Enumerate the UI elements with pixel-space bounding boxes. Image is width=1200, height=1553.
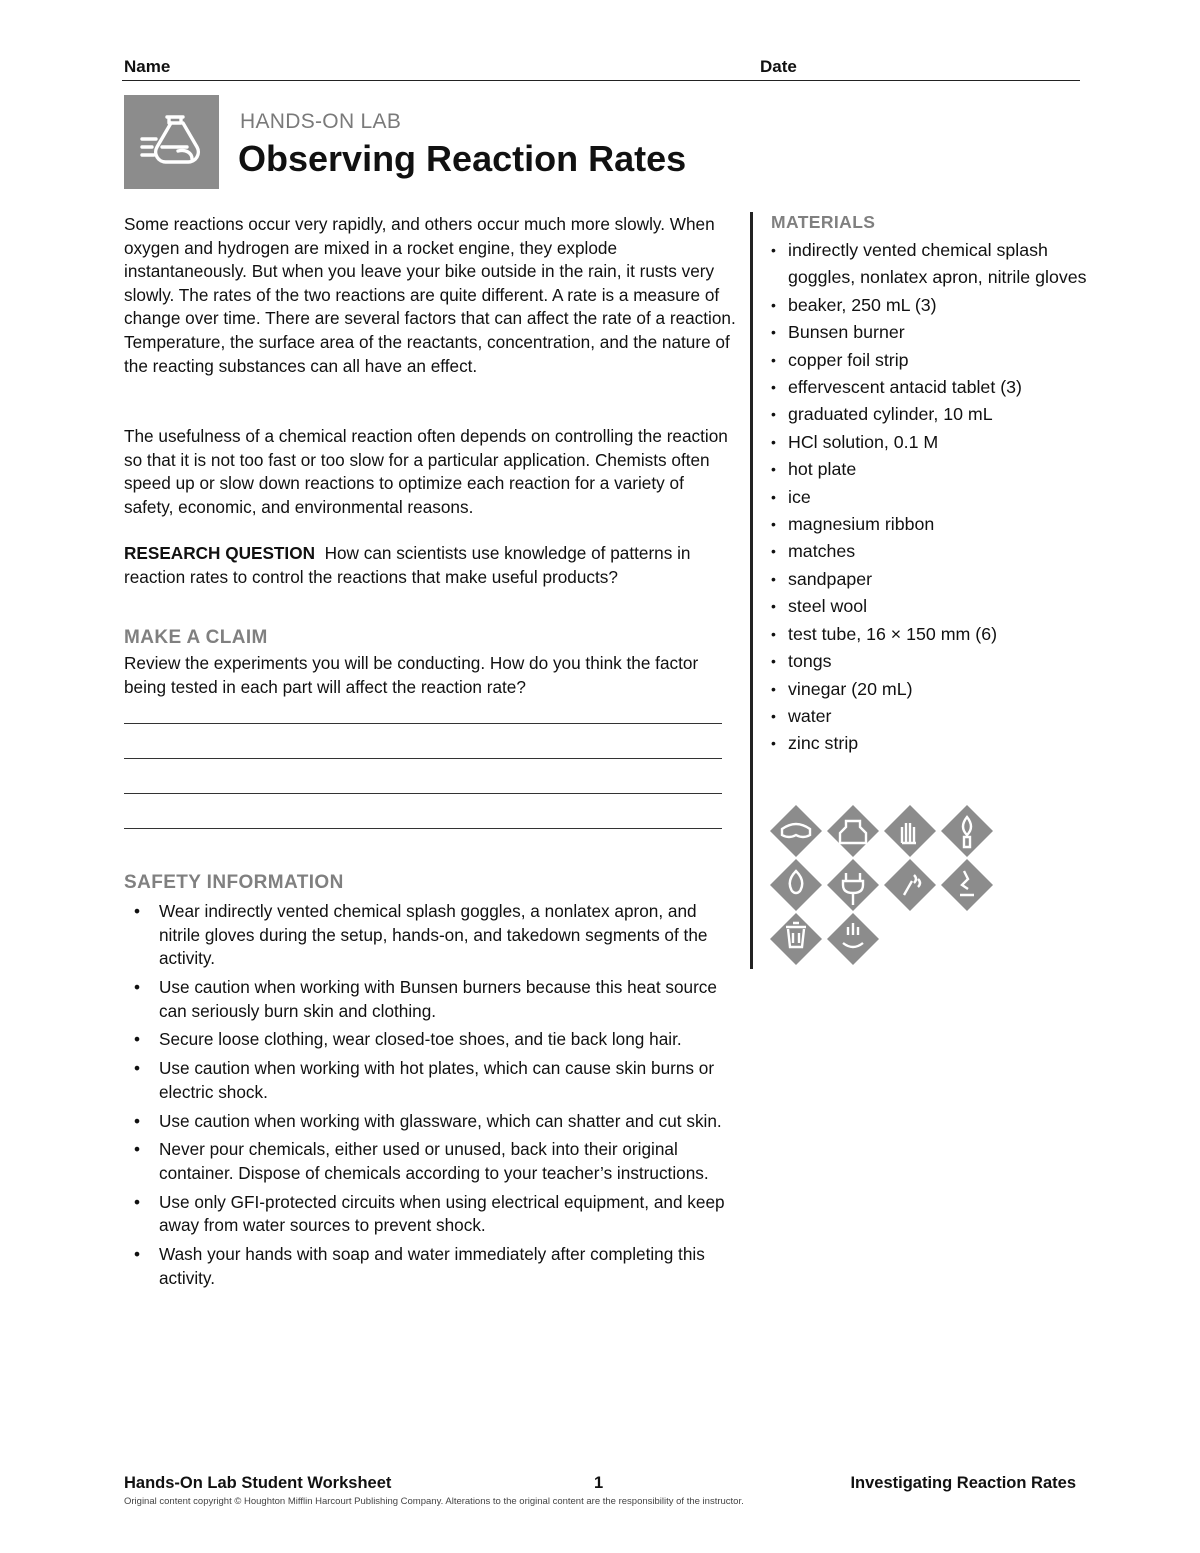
research-question-text: How can scientists use knowledge of patterns in reaction rates to control the reactions that make useful products? [124, 543, 691, 587]
material-item-text: steel wool [788, 596, 868, 617]
material-item [771, 237, 1091, 292]
material-item [771, 538, 1091, 565]
material-item-text: Bunsen burner [788, 322, 905, 343]
safety-item [128, 900, 738, 971]
safety-item-text: Use caution when working with glassware, which can shatter and cut skin. [159, 1110, 722, 1131]
flame-icon [941, 805, 993, 857]
material-item-text: effervescent antacid tablet (3) [788, 377, 1022, 398]
page-title: Observing Reaction Rates [238, 138, 687, 179]
bullet-icon: • [771, 516, 776, 533]
bullet-icon: • [771, 242, 776, 258]
claim-answer-line-4[interactable] [124, 828, 722, 829]
footer-right: Investigating Reaction Rates [850, 1474, 1076, 1492]
bullet-icon: • [771, 625, 776, 642]
material-item [771, 292, 1091, 319]
safety-item [128, 1243, 738, 1290]
page-number: 1 [594, 1474, 604, 1492]
bullet-icon: • [771, 653, 776, 670]
materials-heading: MATERIALS [771, 212, 876, 232]
hand-wash-icon [827, 913, 879, 965]
material-item [771, 319, 1091, 346]
material-item [771, 566, 1091, 593]
material-item-text: hot plate [788, 459, 857, 480]
material-item [771, 511, 1091, 538]
material-item-text: tongs [788, 651, 832, 672]
safety-item-text: Wash your hands with soap and water immediately after completing this activity. [159, 1244, 705, 1288]
bullet-icon: • [771, 324, 776, 341]
material-item-text: zinc strip [788, 733, 859, 754]
safety-item-text: Wear indirectly vented chemical splash goggles, a nonlatex apron, and nitrile gloves during the setup, hands-on, and takedown segments of the activity. [159, 901, 708, 969]
bullet-icon: • [771, 351, 776, 368]
material-item [771, 648, 1091, 675]
material-item [771, 347, 1091, 374]
claim-answer-line-3[interactable] [124, 793, 722, 794]
materials-list [771, 237, 1091, 758]
material-item-text: test tube, 16 × 150 mm (6) [788, 623, 998, 644]
material-item-text: ice [788, 486, 811, 507]
research-question [124, 542, 736, 589]
safety-item [128, 1110, 738, 1134]
safety-item-text: Secure loose clothing, wear closed-toe shoes, and tie back long hair. [159, 1029, 682, 1050]
bullet-icon: • [771, 433, 776, 450]
bullet-icon: • [771, 707, 776, 724]
bullet-icon: • [771, 735, 776, 752]
material-item-text: magnesium ribbon [788, 514, 935, 535]
name-label: Name [124, 57, 171, 76]
disposal-icon [770, 913, 822, 965]
electrical-icon [827, 859, 879, 911]
flask-hand-icon [124, 95, 219, 189]
bullet-icon: • [134, 1029, 141, 1050]
safety-heading: SAFETY INFORMATION [124, 872, 344, 893]
material-item [771, 401, 1091, 428]
sidebar-rule [750, 212, 753, 969]
bullet-icon: • [771, 598, 776, 615]
material-item-text: HCl solution, 0.1 M [788, 431, 939, 452]
safety-list [128, 900, 738, 1295]
material-item [771, 456, 1091, 483]
bullet-icon: • [771, 296, 776, 313]
bullet-icon: • [134, 1139, 141, 1160]
bullet-icon: • [771, 488, 776, 505]
lab-type-label: HANDS-ON LAB [240, 110, 402, 133]
safety-item [128, 976, 738, 1023]
bullet-icon: • [771, 461, 776, 478]
apron-icon [827, 805, 879, 857]
safety-item [128, 1138, 738, 1185]
goggles-icon [770, 805, 822, 857]
safety-item-text: Use caution when working with Bunsen burners because this heat source can seriously burn skin and clothing. [159, 976, 717, 1021]
make-claim-prompt: Review the experiments you will be conducting. How do you think the factor being tested in each part will affect the reaction rate? [124, 653, 699, 697]
material-item-text: water [788, 705, 832, 726]
material-item [771, 621, 1091, 648]
research-question-label: RESEARCH QUESTION [124, 543, 315, 563]
safety-item-text: Use only GFI-protected circuits when using electrical equipment, and keep away from water sources to prevent shock. [159, 1191, 725, 1236]
material-item [771, 676, 1091, 703]
material-item [771, 484, 1091, 511]
date-label: Date [760, 57, 797, 76]
material-item [771, 374, 1091, 401]
bullet-icon: • [134, 1191, 141, 1212]
safety-item-text: Use caution when working with hot plates, which can cause skin burns or electric shock. [159, 1058, 715, 1102]
safety-icons [768, 803, 1003, 968]
intro-paragraph-2: The usefulness of a chemical reaction often depends on controlling the reaction so that it is not too fast or too slow for a particular application. Chemists often speed up or slow down reactions to optimize each reaction for a variety of safety, economic, and environmental reasons. [124, 426, 728, 517]
material-item [771, 429, 1091, 456]
material-item-text: sandpaper [788, 568, 873, 589]
bullet-icon: • [771, 543, 776, 560]
bullet-icon: • [771, 680, 776, 697]
material-item-text: beaker, 250 mL (3) [788, 294, 937, 315]
fire-icon [770, 859, 822, 911]
footer-left: Hands-On Lab Student Worksheet [124, 1474, 392, 1492]
material-item-text: copper foil strip [788, 349, 909, 370]
safety-item-text: Never pour chemicals, either used or unused, back into their original container. Dispose of chemicals according to your teacher’s instructions. [159, 1139, 709, 1183]
material-item [771, 730, 1091, 757]
make-claim-heading: MAKE A CLAIM [124, 627, 268, 648]
header-rule [122, 80, 1080, 81]
claim-answer-line-2[interactable] [124, 758, 722, 759]
bullet-icon: • [771, 406, 776, 423]
claim-answer-line-1[interactable] [124, 723, 722, 724]
bullet-icon: • [134, 901, 141, 921]
glassware-icon [941, 859, 993, 911]
safety-item [128, 1191, 738, 1238]
material-item [771, 593, 1091, 620]
bullet-icon: • [771, 570, 776, 587]
material-item-text: vinegar (20 mL) [788, 678, 913, 699]
material-item-text: graduated cylinder, 10 mL [788, 404, 993, 425]
material-item-text: indirectly vented chemical splash goggles, nonlatex apron, nitrile gloves [788, 240, 1087, 288]
material-item [771, 703, 1091, 730]
copyright-notice: Original content copyright © Houghton Mifflin Harcourt Publishing Company. Alterations to the original content are the responsibility of the instructor. [124, 1496, 744, 1507]
bullet-icon: • [134, 1110, 141, 1131]
bullet-icon: • [134, 1058, 141, 1079]
bullet-icon: • [771, 379, 776, 396]
bullet-icon: • [134, 1244, 141, 1265]
hot-hands-icon [884, 859, 936, 911]
safety-item [128, 1057, 738, 1104]
safety-item [128, 1028, 738, 1052]
intro-paragraph-1: Some reactions occur very rapidly, and others occur much more slowly. When oxygen and hydrogen are mixed in a rocket engine, they explode instantaneously. But when you leave your bike outside in the rain, it rusts very slowly. The rates of the two reactions are quite different. A rate is a measure of change over time. There are several factors that can affect the rate of a reaction. Temperature, the surface area of the reactants, concentration, and the nature of the reacting substances can all have an effect. [124, 214, 736, 376]
material-item-text: matches [788, 541, 856, 562]
gloves-icon [884, 805, 936, 857]
bullet-icon: • [134, 976, 141, 997]
